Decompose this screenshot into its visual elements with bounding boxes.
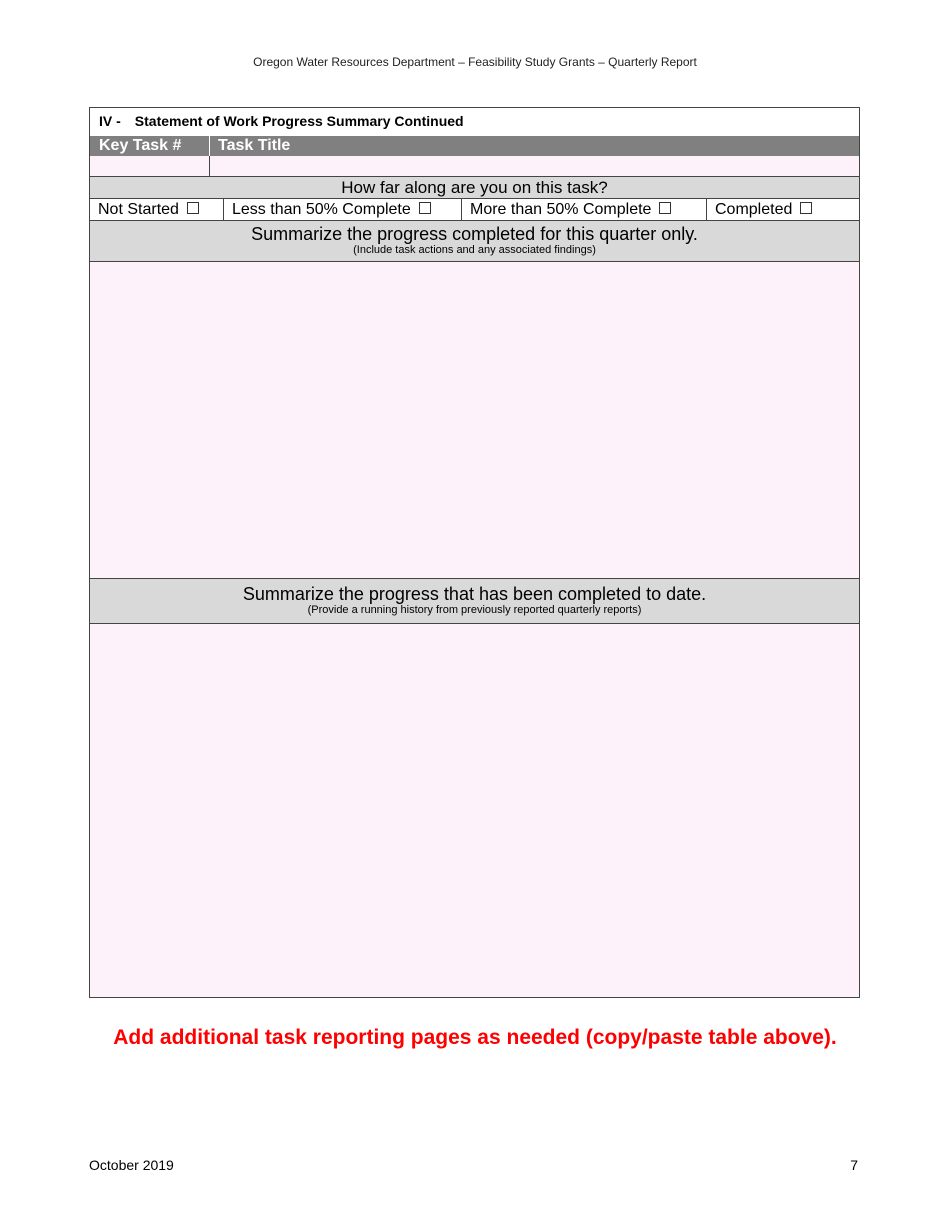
page-header: Oregon Water Resources Department – Feasibility Study Grants – Quarterly Report: [253, 55, 697, 69]
status-option-not-started[interactable]: [90, 199, 224, 220]
quarter-summary-input[interactable]: [90, 262, 859, 579]
key-task-input[interactable]: [90, 156, 210, 176]
status-label: Not Started: [98, 201, 179, 218]
status-label: Less than 50% Complete: [232, 201, 411, 218]
status-label: Completed: [715, 201, 793, 218]
quarter-summary-prompt: [90, 221, 859, 262]
additional-pages-notice: Add additional task reporting pages as needed (copy/paste table above).: [113, 1026, 837, 1049]
task-report-table: [89, 107, 860, 998]
quarter-summary-title: Summarize the progress completed for this quarter only.: [251, 224, 698, 244]
todate-summary-prompt: [90, 579, 859, 624]
key-task-header: Key Task #: [90, 136, 210, 156]
page-number: 7: [850, 1157, 858, 1173]
todate-summary-input[interactable]: [90, 624, 859, 997]
section-title-text: Statement of Work Progress Summary Continued: [134, 113, 464, 129]
todate-summary-subtitle: (Provide a running history from previously reported quarterly reports): [307, 604, 642, 616]
task-title-input[interactable]: [210, 156, 859, 176]
column-header-row: [90, 136, 859, 156]
status-option-more-than-50[interactable]: [462, 199, 707, 220]
footer-date: October 2019: [89, 1157, 174, 1173]
quarter-summary-subtitle: (Include task actions and any associated findings): [353, 244, 596, 256]
completed-checkbox[interactable]: [800, 202, 812, 214]
section-title: [90, 108, 859, 136]
section-number: IV -: [99, 113, 121, 129]
status-option-less-than-50[interactable]: [224, 199, 462, 220]
status-options-row: [90, 199, 859, 221]
more-than-50-checkbox[interactable]: [659, 202, 671, 214]
status-label: More than 50% Complete: [470, 201, 652, 218]
not-started-checkbox[interactable]: [187, 202, 199, 214]
task-input-row: [90, 156, 859, 177]
progress-question: How far along are you on this task?: [90, 177, 859, 199]
status-option-completed[interactable]: [707, 199, 859, 220]
less-than-50-checkbox[interactable]: [419, 202, 431, 214]
task-title-header: Task Title: [218, 137, 291, 154]
todate-summary-title: Summarize the progress that has been completed to date.: [242, 584, 707, 604]
